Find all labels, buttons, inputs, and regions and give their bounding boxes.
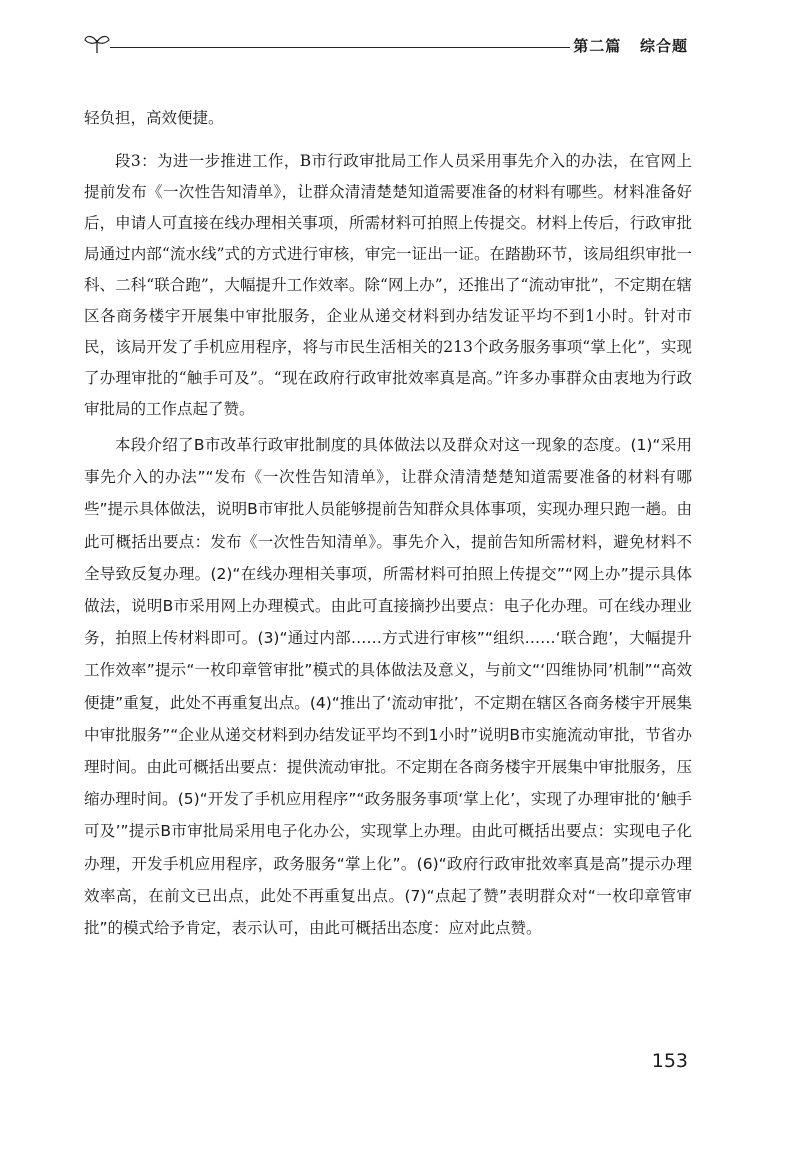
- header-rule: [110, 47, 570, 48]
- header-section: 第二篇: [573, 37, 622, 55]
- page-header: [84, 28, 688, 58]
- continuation-paragraph: 轻负担，高效便捷。: [84, 109, 224, 127]
- page-number: 153: [651, 1050, 688, 1072]
- analysis-paragraph: 本段介绍了B市改革行政审批制度的具体做法以及群众对这一现象的态度。(1)“采用事先介入的办法”“发布《一次性告知清单》，让群众清清楚楚知道需要准备的材料有哪些”提示具体做法，说明B市审批人员能够提前告知群众具体事项，实现办理只跑一趟。由此可概括出要点：发布《一次性告知清单》。事先介入，提前告知所需材料，避免材料不全导致反复办理。(2)“在线办理相关事项，所需材料可拍照上传提交”“网上办”提示具体做法，说明B市采用网上办理模式。由此可直接摘抄出要点：电子化办理。可在线办理业务，拍照上传材料即可。(3)“通过内部……方式进行审核”“组织……‘联合跑’，大幅提升工作效率”提示“一枚印章管审批”模式的具体做法及意义，与前文“‘四维协同’机制”“高效便捷”重复，此处不再重复出点。(4)“推出了‘流动审批’，不定期在辖区各商务楼宇开展集中审批服务”“企业从递交材料到办结发证平均不到1小时”说明B市实施流动审批，节省办理时间。由此可概括出要点：提供流动审批。不定期在各商务楼宇开展集中审批服务，压缩办理时间。(5)“开发了手机应用程序”“政务服务事项‘掌上化’，实现了办理审批的‘触手可及’”提示B市审批局采用电子化办公，实现掌上办理。由此可概括出要点：实现电子化办理，开发手机应用程序，政务服务“掌上化”。(6)“政府行政审批效率真是高”提示办理效率高，在前文已出点，此处不再重复出点。(7)“点起了赞”表明群众对“一枚印章管审批”的模式给予肯定，表示认可，由此可概括出态度：应对此点赞。: [84, 436, 692, 938]
- header-subtitle: 综合题: [639, 37, 688, 55]
- leaf-sprout-icon: [84, 32, 110, 54]
- header-title: [573, 35, 688, 56]
- page-body: [84, 103, 692, 944]
- segment-3-paragraph: 段3：为进一步推进工作，B市行政审批局工作人员采用事先介入的办法，在官网上提前发布《一次性告知清单》，让群众清清楚楚知道需要准备的材料有哪些。材料准备好后，申请人可直接在线办理相关事项，所需材料可拍照上传提交。材料上传后，行政审批局通过内部“流水线”式的方式进行审核，审完一证出一证。在踏勘环节，该局组织审批一科、二科“联合跑”，大幅提升工作效率。除“网上办”，还推出了“流动审批”，不定期在辖区各商务楼宇开展集中审批服务，企业从递交材料到办结发证平均不到1小时。针对市民，该局开发了手机应用程序，将与市民生活相关的213个政务服务事项“掌上化”，实现了办理审批的“触手可及”。“现在政府行政审批效率真是高。”许多办事群众由衷地为行政审批局的工作点起了赞。: [84, 152, 692, 418]
